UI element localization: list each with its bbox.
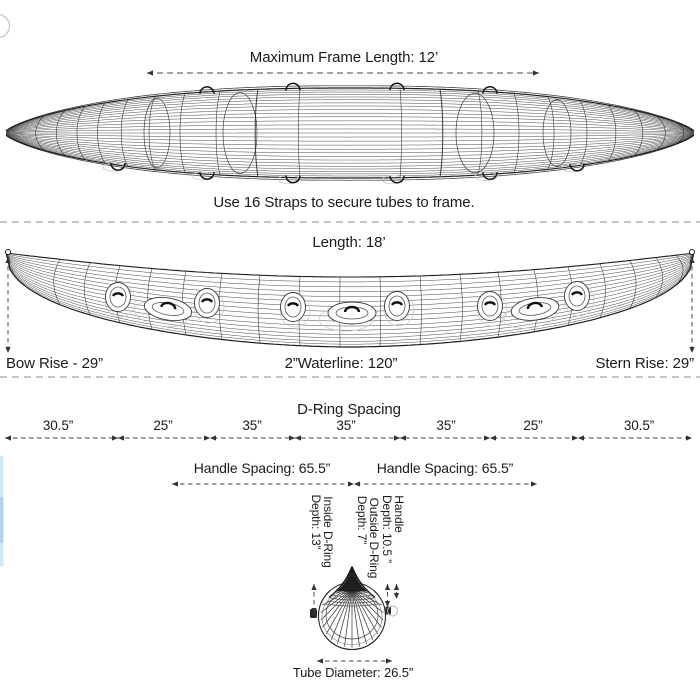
waterline-label: 2”Waterline: 120” <box>284 355 398 372</box>
handle-spacing-right-label: Handle Spacing: 65.5” <box>376 460 514 476</box>
bow-rise-label: Bow Rise - 29” <box>6 355 103 372</box>
top-view-wireframe <box>6 83 694 183</box>
outside-dring-depth-label-line1: Outside D-Ring <box>367 497 381 579</box>
cross-section-wireframe <box>310 567 398 650</box>
handle-spacing-left-label: Handle Spacing: 65.5” <box>193 460 331 476</box>
inside-dring-depth-label-line1: Inside D-Ring <box>321 496 335 568</box>
dring-spacing-value: 35” <box>242 418 262 433</box>
inside-dring-depth-label-line2: Depth: 13” <box>309 494 323 550</box>
tube-diameter-label: Tube Diameter: 26.5” <box>292 665 414 680</box>
side-view-wireframe <box>6 250 695 348</box>
handle-depth-label-line1: Handle <box>392 495 406 533</box>
max-frame-length-label: Maximum Frame Length: 12’ <box>249 49 439 66</box>
handle-depth-label-line2: Depth: 10.5 ” <box>380 494 394 564</box>
dring-spacing-value: 35” <box>436 418 456 433</box>
dring-spacing-value: 25” <box>153 418 173 433</box>
dring-spacing-value: 30.5” <box>623 418 655 433</box>
dring-spacing-value: 35” <box>336 418 356 433</box>
dring-spacing-title: D-Ring Spacing <box>297 401 401 418</box>
stern-rise-label: Stern Rise: 29” <box>595 355 694 372</box>
straps-caption: Use 16 Straps to secure tubes to frame. <box>213 194 475 211</box>
outside-dring-depth-label-line2: Depth: 7” <box>355 495 369 545</box>
length-label: Length: 18’ <box>312 234 386 251</box>
dring-spacing-value: 30.5” <box>42 418 74 433</box>
dring-spacing-value: 25” <box>523 418 543 433</box>
